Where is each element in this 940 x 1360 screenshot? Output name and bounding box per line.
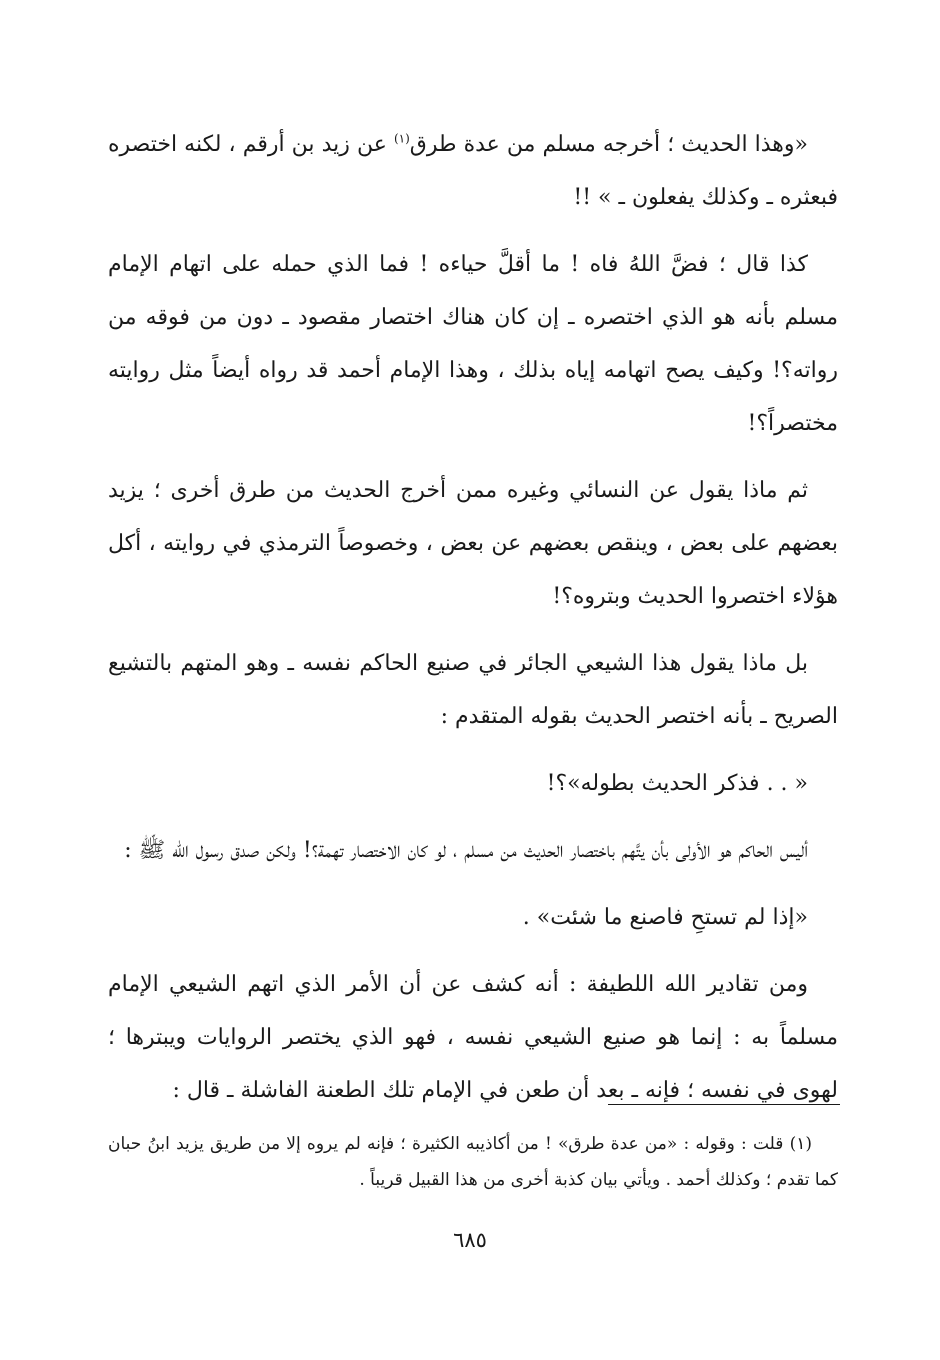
footnote: (١) قلت : وقوله : «من عدة طرق» ! من أكاذيبه الكثيرة ؛ فإنه لم يروه إلا من طريق يزيد ابنُ حبان كما تقدم ؛ وكذلك أحمد . ويأتي بيان كذبة أخرى من هذا القبيل قريباً . — [108, 1134, 838, 1190]
paragraph-1-text-b: عن زيد بن أرقم ، لكنه اختصره فبعثره ـ وكذلك يفعلون ـ » !! — [108, 132, 838, 210]
paragraph-3: ثم ماذا يقول عن النسائي وغيره ممن أخرج الحديث من طرق أخرى ؛ يزيد بعضهم على بعض ، وينقص بعضهم عن بعض ، وخصوصاً الترمذي في روايته ، أكل هؤلاء اختصروا الحديث وبتروه؟! — [108, 478, 838, 609]
paragraph-1 — [108, 118, 838, 224]
paragraph-1-text-a: «وهذا الحديث ؛ أخرجه مسلم من عدة طرق — [409, 132, 808, 157]
page-number: ٦٨٥ — [453, 1228, 487, 1252]
paragraph-4: بل ماذا يقول هذا الشيعي الجائر في صنيع الحاكم نفسه ـ وهو المتهم بالتشيع الصريح ـ بأنه اختصر الحديث بقوله المتقدم : — [108, 651, 838, 729]
footnote-divider — [608, 1104, 840, 1105]
footnote-reference[interactable]: (١) — [393, 131, 410, 146]
paragraph-5-quote: « . . فذكر الحديث بطوله»؟! — [546, 771, 808, 796]
main-text — [108, 118, 838, 1131]
paragraph-7-quote: «إذا لم تستحِ فاصنع ما شئت» . — [522, 905, 808, 930]
paragraph-6: أليس الحاكم هو الأولى بأن يتَّهم باختصار الحديث من مسلم ، لو كان الاختصار تهمة؟! ولكن صدق رسول الله ﷺ : — [124, 838, 808, 863]
paragraph-8: ومن تقادير الله اللطيفة : أنه كشف عن أن الأمر الذي اتهم الشيعي الإمام مسلماً به : إنما هو صنيع الشيعي نفسه ، فهو الذي يختصر الروايات ويبترها ؛ لهوى في نفسه ؛ فإنه ـ بعد أن طعن في الإمام تلك الطعنة الفاشلة ـ قال : — [108, 972, 838, 1103]
paragraph-2: كذا قال ؛ فضَّ اللهُ فاه ! ما أقلَّ حياءه ! فما الذي حمله على اتهام الإمام مسلم بأنه هو الذي اختصره ـ إن كان هناك اختصار مقصود ـ دون من فوقه من رواته؟! وكيف يصح اتهامه إياه بذلك ، وهذا الإمام أحمد قد رواه أيضاً مثل روايته مختصراً؟! — [108, 252, 838, 436]
